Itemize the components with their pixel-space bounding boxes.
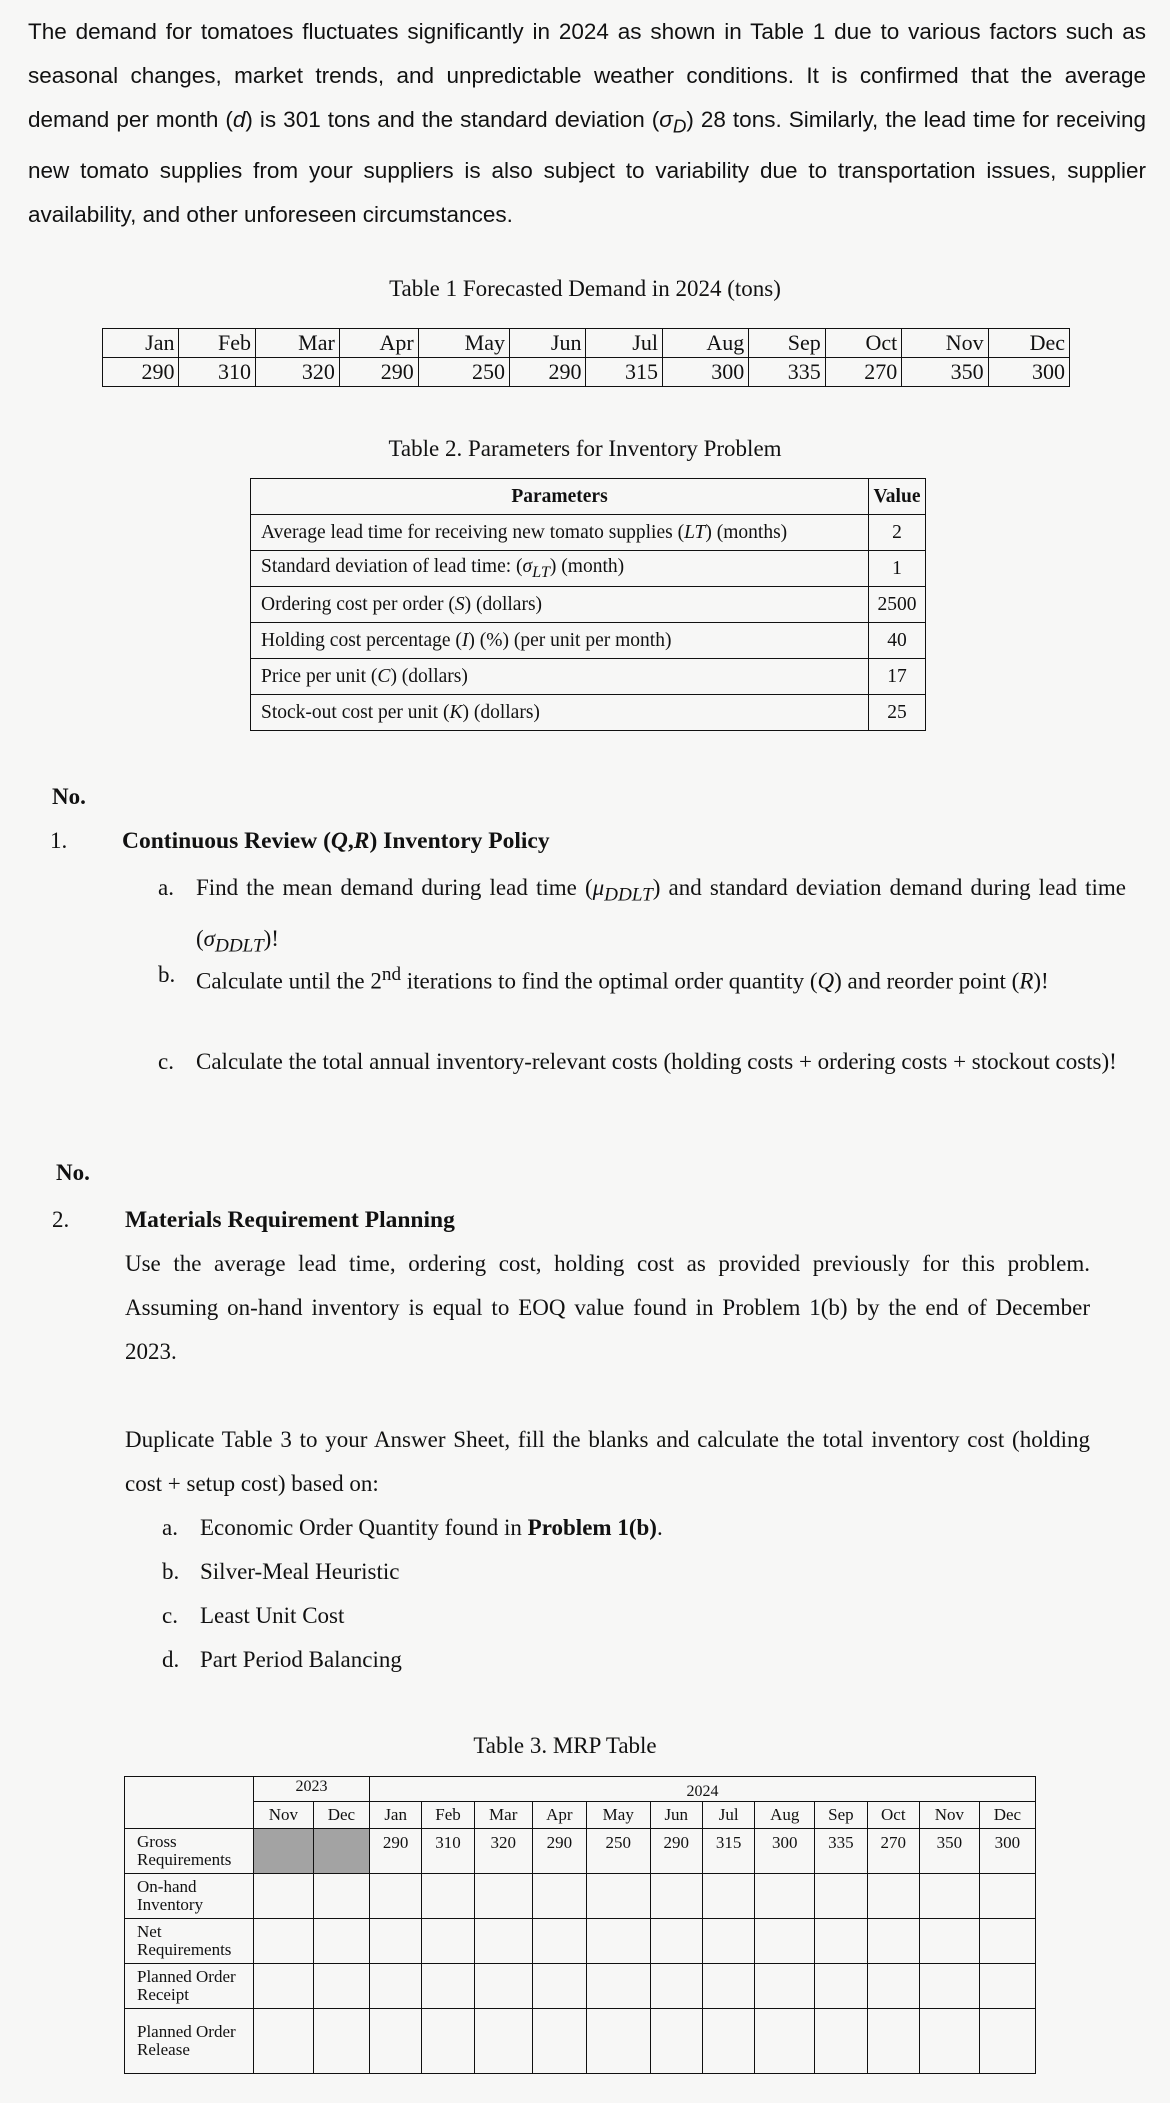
table3-data-row [125, 1964, 1036, 2009]
table3-month-cell: Dec [313, 1802, 369, 1829]
table3-blank-cell [979, 1874, 1035, 1919]
table3-blank-cell [919, 1874, 979, 1919]
table3-month-cell: Nov [919, 1802, 979, 1829]
table3-blank-cell [919, 2009, 979, 2074]
table3-blank-cell [867, 2009, 919, 2074]
problem1-item-c-text: Calculate the total annual inventory-relevant costs (holding costs + ordering costs + stockout costs)! [196, 1049, 1117, 1074]
table1-value-cell: 300 [662, 358, 748, 387]
table3-blank-cell [369, 1964, 421, 2009]
table2-param-cell: Ordering cost per order (S) (dollars) [251, 587, 869, 623]
table3-data-row [125, 2009, 1036, 2074]
table3-shaded-cell [254, 1829, 314, 1874]
table3-month-cell: Sep [815, 1802, 867, 1829]
table3-gross-cell: 270 [867, 1829, 919, 1874]
table2-value-cell: 1 [869, 551, 926, 587]
table3-year-row [125, 1777, 1036, 1802]
problem1-title: Continuous Review (Q,R) Inventory Policy [122, 828, 550, 854]
table1-month-cell: Aug [662, 329, 748, 358]
table3-blank-cell [254, 1919, 314, 1964]
table2-row [251, 623, 926, 659]
table3-blank-cell [755, 1919, 815, 1964]
table2-caption: Table 2. Parameters for Inventory Problem [388, 436, 782, 461]
table1-month-cell: Nov [902, 329, 988, 358]
table1-month-cell: Mar [255, 329, 339, 358]
table3-blank-cell [650, 1964, 702, 2009]
table3-blank-cell [650, 2009, 702, 2074]
table3-blank-cell [919, 1964, 979, 2009]
table3-blank-cell [313, 1919, 369, 1964]
table3-blank-cell [313, 2009, 369, 2074]
table3-blank-cell [979, 2009, 1035, 2074]
table3-month-cell: Nov [254, 1802, 314, 1829]
table3-data-row [125, 1829, 1036, 1874]
table3-blank-cell [586, 2009, 650, 2074]
problem2-item-c-text: Least Unit Cost [200, 1603, 345, 1628]
table2-param-cell: Holding cost percentage (I) (%) (per unit per month) [251, 623, 869, 659]
table3-blank-cell [369, 1874, 421, 1919]
table3-blank-cell [586, 1919, 650, 1964]
table3-blank-cell [474, 1874, 532, 1919]
table2-row [251, 587, 926, 623]
table3-blank-cell [532, 1919, 586, 1964]
table3-blank-cell [586, 1874, 650, 1919]
problem2-number: 2. [52, 1207, 70, 1232]
table3-month-cell: May [586, 1802, 650, 1829]
table1-value-cell: 300 [988, 358, 1069, 387]
table3-year-2023: 2023 [254, 1777, 370, 1802]
table2-header-parameters: Parameters [251, 479, 869, 515]
table3-blank-cell [815, 1964, 867, 2009]
table3-year-2024: 2024 [369, 1777, 1035, 1802]
table3-blank-cell [422, 1874, 474, 1919]
table2-row [251, 515, 926, 551]
table1-value-cell: 310 [179, 358, 255, 387]
table2-value-cell: 25 [869, 695, 926, 731]
problem2-no-label: No. [56, 1160, 90, 1185]
table3-blank-cell [422, 1919, 474, 1964]
intro-paragraph: The demand for tomatoes fluctuates significantly in 2024 as shown in Table 1 due to various factors such as seasonal changes, market trends, and unpredictable weather conditions. It is confirmed that the average demand per month (d) is 301 tons and the standard deviation $(\sigma_D)$ 28 tons. Similarly, the lead time for receiving new tomato supplies from your suppliers is also subject to variability due to transportation issues, supplier availability, and other unforeseen circumstances. [28, 19, 1146, 227]
table3-gross-cell: 250 [586, 1829, 650, 1874]
table2-header-row [251, 479, 926, 515]
table2-value-cell: 40 [869, 623, 926, 659]
problem2-item-b-label: b. [162, 1559, 180, 1584]
table1-value-cell: 335 [749, 358, 825, 387]
table3-blank-cell [313, 1964, 369, 2009]
table2-param-cell: Standard deviation of lead time: $(\sigma_{LT})$ (month) [251, 551, 869, 587]
table3-gross-cell: 350 [919, 1829, 979, 1874]
table3-data-row [125, 1874, 1036, 1919]
table1-month-cell: Oct [825, 329, 901, 358]
table3-blank-cell [532, 1964, 586, 2009]
table3-row-label: Gross Requirements [125, 1829, 254, 1874]
problem2-paragraph-1: Use the average lead time, ordering cost, holding cost as provided previously for this problem. Assuming on-hand inventory is equal to EOQ value found in Problem 1(b) by the end of December 2023. [125, 1251, 1090, 1364]
table1-value-cell: 315 [586, 358, 662, 387]
table1-value-cell: 320 [255, 358, 339, 387]
table3-caption: Table 3. MRP Table [473, 1733, 657, 1758]
table3-blank-cell [650, 1919, 702, 1964]
problem2-item-d-text: Part Period Balancing [200, 1647, 402, 1672]
table1-month-row [103, 329, 1070, 358]
problem2-item-b-text: Silver-Meal Heuristic [200, 1559, 400, 1584]
table3-blank-cell [474, 2009, 532, 2074]
table3-gross-cell: 290 [650, 1829, 702, 1874]
table1-month-cell: Dec [988, 329, 1069, 358]
table3-blank-cell [815, 2009, 867, 2074]
table3-blank-cell [254, 2009, 314, 2074]
table3-blank-cell [702, 1964, 754, 2009]
table3-blank-cell [755, 2009, 815, 2074]
table1-month-cell: Sep [749, 329, 825, 358]
table2-param-cell: Average lead time for receiving new tomato supplies (LT) (months) [251, 515, 869, 551]
problem2-item-c-label: c. [162, 1603, 178, 1628]
table2-row [251, 695, 926, 731]
table3-blank-cell [979, 1919, 1035, 1964]
table3-blank-cell [755, 1874, 815, 1919]
table1-month-cell: Jan [103, 329, 179, 358]
table3-blank-cell [702, 1874, 754, 1919]
table3-gross-cell: 300 [979, 1829, 1035, 1874]
table1-value-cell: 290 [103, 358, 179, 387]
table3-blank-cell [650, 1874, 702, 1919]
table3-blank-cell [867, 1919, 919, 1964]
table3-blank-cell [369, 1919, 421, 1964]
table3-month-cell: Mar [474, 1802, 532, 1829]
table2-parameters [250, 478, 926, 731]
table1-month-cell: Jun [509, 329, 585, 358]
table3-blank-cell [254, 1964, 314, 2009]
table3-blank-cell [313, 1874, 369, 1919]
table1-value-cell: 270 [825, 358, 901, 387]
problem1-item-c-label: c. [158, 1049, 174, 1074]
table2-row [251, 551, 926, 587]
table3-corner [125, 1777, 254, 1829]
table1-value-row [103, 358, 1070, 387]
table3-month-cell: Apr [532, 1802, 586, 1829]
table2-value-cell: 2500 [869, 587, 926, 623]
table3-blank-cell [979, 1964, 1035, 2009]
table2-param-cell: Stock-out cost per unit (K) (dollars) [251, 695, 869, 731]
table3-blank-cell [474, 1919, 532, 1964]
table3-blank-cell [755, 1964, 815, 2009]
table3-row-label: On-hand Inventory [125, 1874, 254, 1919]
table3-month-cell: Feb [422, 1802, 474, 1829]
table3-month-cell: Jan [369, 1802, 421, 1829]
problem1-item-b-label: b. [158, 962, 176, 987]
table3-blank-cell [867, 1874, 919, 1919]
table3-shaded-cell [313, 1829, 369, 1874]
table1-month-cell: Feb [179, 329, 255, 358]
table1-caption: Table 1 Forecasted Demand in 2024 (tons) [389, 276, 781, 301]
table1-month-cell: Jul [586, 329, 662, 358]
table1-forecasted-demand [102, 328, 1070, 387]
table3-gross-cell: 300 [755, 1829, 815, 1874]
table3-month-cell: Dec [979, 1802, 1035, 1829]
table1-value-cell: 350 [902, 358, 988, 387]
table3-month-cell: Oct [867, 1802, 919, 1829]
table3-blank-cell [815, 1919, 867, 1964]
table3-month-cell: Jul [702, 1802, 754, 1829]
table3-data-row [125, 1919, 1036, 1964]
table3-blank-cell [474, 1964, 532, 2009]
problem1-item-a-text: Find the mean demand during lead time $(\mu_{DDLT})$ and standard deviation demand during lead time $(\sigma_{DDLT})$! [196, 875, 1126, 957]
table3-month-cell: Jun [650, 1802, 702, 1829]
table3-gross-cell: 335 [815, 1829, 867, 1874]
table3-gross-cell: 310 [422, 1829, 474, 1874]
table3-blank-cell [532, 2009, 586, 2074]
table2-value-cell: 2 [869, 515, 926, 551]
table3-blank-cell [422, 1964, 474, 2009]
table1-month-cell: May [418, 329, 509, 358]
problem2-item-a-label: a. [162, 1515, 178, 1540]
table1-month-cell: Apr [339, 329, 418, 358]
table3-gross-cell: 290 [532, 1829, 586, 1874]
table3-gross-cell: 315 [702, 1829, 754, 1874]
table3-blank-cell [702, 2009, 754, 2074]
table2-header-value: Value [869, 479, 926, 515]
problem2-title: Materials Requirement Planning [125, 1207, 455, 1233]
problem2-paragraph-2: Duplicate Table 3 to your Answer Sheet, fill the blanks and calculate the total inventory cost (holding cost + setup cost) based on: [125, 1427, 1090, 1496]
table3-blank-cell [815, 1874, 867, 1919]
table3-blank-cell [702, 1919, 754, 1964]
problem1-item-b-text: Calculate until the 2nd iterations to find the optimal order quantity (Q) and reorder point (R)! [196, 964, 1049, 994]
table2-value-cell: 17 [869, 659, 926, 695]
table1-value-cell: 250 [418, 358, 509, 387]
table3-blank-cell [369, 2009, 421, 2074]
table3-gross-cell: 320 [474, 1829, 532, 1874]
table2-param-cell: Price per unit (C) (dollars) [251, 659, 869, 695]
problem2-item-d-label: d. [162, 1647, 180, 1672]
table3-blank-cell [586, 1964, 650, 2009]
table3-blank-cell [422, 2009, 474, 2074]
table3-row-label: Net Requirements [125, 1919, 254, 1964]
table3-blank-cell [254, 1874, 314, 1919]
table3-mrp [124, 1776, 1036, 2074]
problem1-number: 1. [50, 828, 68, 853]
problem1-no-label: No. [52, 784, 86, 809]
table1-value-cell: 290 [339, 358, 418, 387]
table3-month-row [125, 1802, 1036, 1829]
table2-row [251, 659, 926, 695]
table3-blank-cell [532, 1874, 586, 1919]
problem1-item-a-label: a. [158, 875, 174, 900]
problem2-item-a-text: Economic Order Quantity found in Problem 1(b). [200, 1515, 663, 1540]
table3-month-cell: Aug [755, 1802, 815, 1829]
table3-gross-cell: 290 [369, 1829, 421, 1874]
table3-row-label: Planned Order Release [125, 2009, 254, 2074]
table3-row-label: Planned Order Receipt [125, 1964, 254, 2009]
table1-value-cell: 290 [509, 358, 585, 387]
table3-blank-cell [867, 1964, 919, 2009]
table3-blank-cell [919, 1919, 979, 1964]
